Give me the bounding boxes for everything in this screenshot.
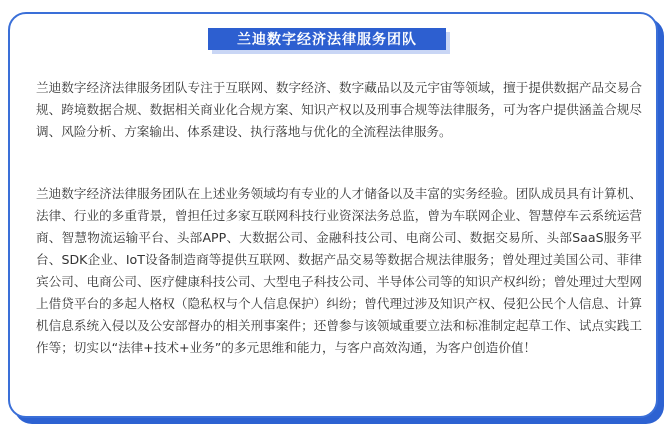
title-badge — [208, 28, 446, 50]
experience-paragraph: 兰迪数字经济法律服务团队在上述业务领域均有专业的人才储备以及丰富的实务经验。团队成员具有计算机、法律、行业的多重背景，曾担任过多家互联网科技行业资深法务总监，曾为车联网企业、智慧停车云系统运营商、智慧物流运输平台、头部APP、大数据公司、金融科技公司、电商公司、数据交易所、头部SaaS服务平台、SDK企业、IoT设备制造商等提供互联网、数据产品交易等数据合规法律服务；曾处理过美国公司、菲律宾公司、电商公司、医疗健康科技公司、大型电子科技公司、半导体公司等的知识产权纠纷；曾处理过大型网上借贷平台的多起人格权（隐私权与个人信息保护）纠纷；曾代理过涉及知识产权、侵犯公民个人信息、计算机信息系统入侵以及公安部督办的相关刑事案件；还曾参与该领域重要立法和标准制定起草工作、试点实践工作等；切实以“法律+技术+业务”的多元思维和能力，与客户高效沟通，为客户创造价值！ — [36, 186, 642, 355]
intro-paragraph: 兰迪数字经济法律服务团队专注于互联网、数字经济、数字藏品以及元宇宙等领域，擅于提供数据产品交易合规、跨境数据合规、数据相关商业化合规方案、知识产权以及刑事合规等法律服务，可为客户提供涵盖合规尽调、风险分析、方案输出、体系建设、执行落地与优化的全流程法律服务。 — [36, 80, 642, 139]
page-title: 兰迪数字经济法律服务团队 — [237, 32, 417, 48]
